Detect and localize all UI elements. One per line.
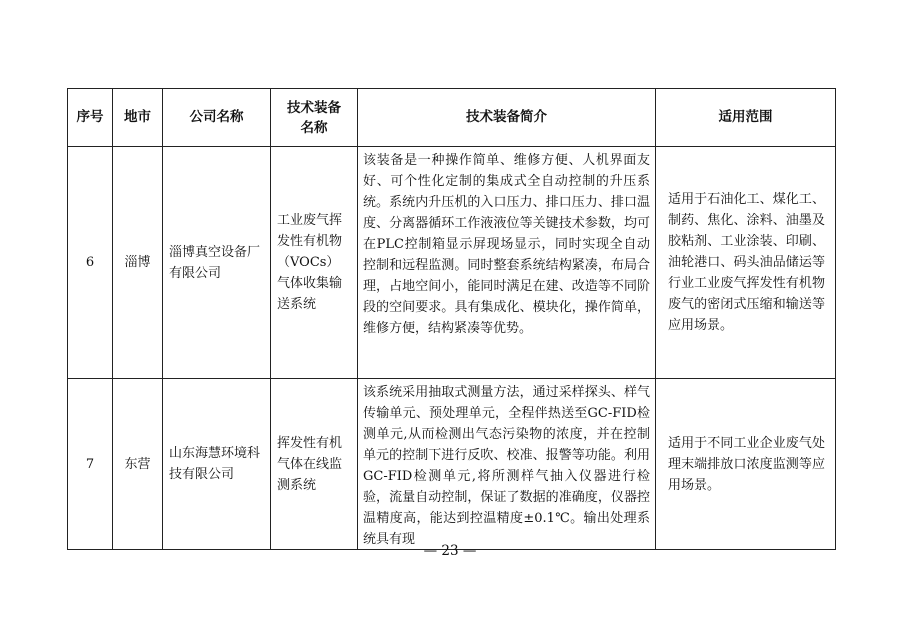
cell-description: 该系统采用抽取式测量方法，通过采样探头、样气传输单元、预处理单元，全程伴热送至GC-FID检测单元,从而检测出气态污染物的浓度，并在控制单元的控制下进行反吹、校准、报警等功能。利用GC-FID检测单元,将所测样气抽入仪器进行检验，流量自动控制，保证了数据的准确度，仪器控温精度高，能达到控温精度±0.1℃。输出处理系统具有现 xyxy=(363,385,650,546)
cell-no: 7 xyxy=(68,379,113,550)
cell-description-wrapper xyxy=(358,379,656,550)
cell-company: 山东海慧环境科技有限公司 xyxy=(163,379,271,550)
equipment-table xyxy=(67,88,836,550)
cell-scope: 适用于不同工业企业废气处理末端排放口浓度监测等应用场景。 xyxy=(656,379,836,550)
cell-city: 东营 xyxy=(113,379,163,550)
header-description: 技术装备简介 xyxy=(358,89,656,147)
cell-scope: 适用于石油化工、煤化工、制药、焦化、涂料、油墨及胶粘剂、工业涂装、印刷、油轮港口、码头油品储运等行业工业废气挥发性有机物废气的密闭式压缩和输送等应用场景。 xyxy=(656,147,836,379)
cell-company: 淄博真空设备厂有限公司 xyxy=(163,147,271,379)
header-scope: 适用范围 xyxy=(656,89,836,147)
table-header-row xyxy=(68,89,836,147)
cell-equipment: 挥发性有机气体在线监测系统 xyxy=(271,379,358,550)
cell-description: 该装备是一种操作简单、维修方便、人机界面友好、可个性化定制的集成式全自动控制的升压系统。系统内升压机的入口压力、排口压力、排口温度、分离器循环工作液液位等关键技术参数，均可在PLC控制箱显示屏现场显示，同时实现全自动控制和远程监测。同时整套系统结构紧凑，布局合理，占地空间小，能同时满足在建、改造等不同阶段的空间要求。具有集成化、模块化，操作简单，维修方便，结构紧凑等优势。 xyxy=(358,147,656,379)
header-city: 地市 xyxy=(113,89,163,147)
table-row xyxy=(68,147,836,379)
header-no: 序号 xyxy=(68,89,113,147)
cell-no: 6 xyxy=(68,147,113,379)
cell-city: 淄博 xyxy=(113,147,163,379)
page-number: — 23 — xyxy=(423,543,477,559)
table-row xyxy=(68,379,836,550)
header-equipment: 技术装备 名称 xyxy=(271,89,358,147)
header-company: 公司名称 xyxy=(163,89,271,147)
cell-equipment: 工业废气挥发性有机物（VOCs）气体收集输送系统 xyxy=(271,147,358,379)
